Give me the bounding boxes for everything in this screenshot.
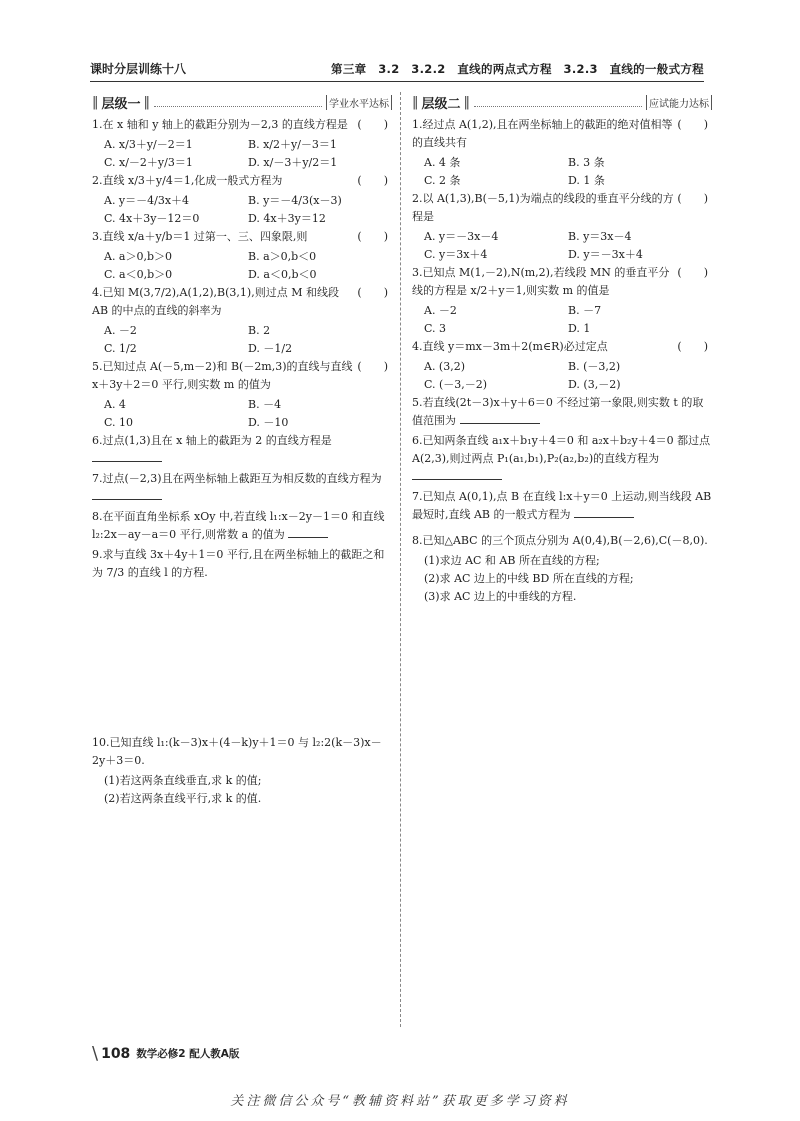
- option-C[interactable]: C. a＜0,b＞0: [104, 268, 173, 281]
- bar-left-icon: ‖: [412, 94, 419, 110]
- question-stem: 6.过点(1,3)且在 x 轴上的截距为 2 的直线方程是: [92, 434, 332, 447]
- option-B[interactable]: B. (－3,2): [568, 360, 621, 373]
- question-stem: 2.以 A(1,3),B(－5,1)为端点的线段的垂直平分线的方程是: [412, 192, 674, 223]
- answer-paren[interactable]: ( ): [357, 118, 388, 131]
- question-10: [92, 734, 392, 770]
- option-B[interactable]: B. －4: [248, 398, 282, 411]
- mc-question-2: [412, 190, 712, 226]
- option-D[interactable]: D. －1/2: [248, 342, 293, 355]
- option-B[interactable]: B. a＞0,b＜0: [248, 250, 317, 263]
- answer-blank[interactable]: [92, 488, 162, 500]
- option-D[interactable]: D. 1 条: [568, 174, 605, 187]
- option-A[interactable]: A. y＝－4/3x＋4: [104, 194, 190, 207]
- answer-paren[interactable]: ( ): [357, 286, 388, 299]
- level1-header: [92, 92, 392, 112]
- level1-tag: 学业水平达标: [326, 95, 392, 110]
- question-stem: 9.求与直线 3x＋4y＋1＝0 平行,且在两坐标轴上的截距之和为 7/3 的直线 l 的方程.: [92, 548, 385, 579]
- answer-paren[interactable]: ( ): [677, 192, 708, 205]
- option-C[interactable]: C. 1/2: [104, 342, 137, 355]
- watermark-text: 关注微信公众号“教辅资料站”获取更多学习资料: [230, 1094, 570, 1109]
- answer-blank[interactable]: [92, 450, 162, 462]
- option-A[interactable]: A. y＝－3x－4: [424, 230, 499, 243]
- question-stem: 8.已知△ABC 的三个顶点分别为 A(0,4),B(－2,6),C(－8,0).: [412, 534, 708, 547]
- answer-blank[interactable]: [574, 506, 634, 518]
- question-stem: 5.若直线(2t－3)x＋y＋6＝0 不经过第一象限,则实数 t 的取值范围为: [412, 396, 704, 427]
- level2-mc-list: [412, 116, 712, 394]
- mc-question-5: [92, 358, 392, 394]
- option-C[interactable]: C. y＝3x＋4: [424, 248, 488, 261]
- answer-paren[interactable]: ( ): [357, 360, 388, 373]
- question-6: [92, 432, 392, 468]
- option-A[interactable]: A. 4 条: [424, 156, 461, 169]
- question-stem: 8.在平面直角坐标系 xOy 中,若直线 l₁:x－2y－1＝0 和直线 l₂:2x－ay－a＝0 平行,则常数 a 的值为: [92, 510, 385, 541]
- question-8: [92, 508, 392, 544]
- option-A[interactable]: A. x/3＋y/－2＝1: [104, 138, 193, 151]
- option-grid: [412, 228, 712, 264]
- book-title: 数学必修2 配人教A版: [136, 1048, 240, 1060]
- option-A[interactable]: A. －2: [104, 324, 137, 337]
- q8-sub-2: (2)求 AC 边上的中线 BD 所在直线的方程;: [424, 572, 634, 585]
- question-9: [92, 546, 392, 582]
- question-stem: 7.已知点 A(0,1),点 B 在直线 l:x＋y＝0 上运动,则当线段 AB 最短时,直线 AB 的一般式方程为: [412, 490, 712, 521]
- q8-sub-3: (3)求 AC 边上的中垂线的方程.: [424, 590, 577, 603]
- option-C[interactable]: C. 4x＋3y－12＝0: [104, 212, 200, 225]
- question-stem: 5.已知过点 A(－5,m－2)和 B(－2m,3)的直线与直线 x＋3y＋2＝0 平行,则实数 m 的值为: [92, 360, 353, 391]
- level1-title: 层级一: [101, 96, 141, 112]
- option-D[interactable]: D. 4x＋3y＝12: [248, 212, 326, 225]
- level2-tag: 应试能力达标: [646, 95, 712, 110]
- option-B[interactable]: B. 2: [248, 324, 271, 337]
- question-stem: 3.已知点 M(1,－2),N(m,2),若线段 MN 的垂直平分线的方程是 x/2＋y＝1,则实数 m 的值是: [412, 266, 670, 297]
- option-B[interactable]: B. 3 条: [568, 156, 605, 169]
- answer-paren[interactable]: ( ): [677, 266, 708, 279]
- option-B[interactable]: B. y＝－4/3(x－3): [248, 194, 342, 207]
- option-grid: [92, 136, 392, 172]
- answer-paren[interactable]: ( ): [357, 230, 388, 243]
- option-A[interactable]: A. 4: [104, 398, 126, 411]
- question-5: [412, 394, 712, 430]
- question-7: [412, 488, 712, 524]
- level2-title: 层级二: [421, 96, 461, 112]
- mc-question-4: [92, 284, 392, 320]
- option-grid: [412, 154, 712, 190]
- mc-question-2: [92, 172, 392, 190]
- option-grid: [92, 396, 392, 432]
- question-stem: 6.已知两条直线 a₁x＋b₁y＋4＝0 和 a₂x＋b₂y＋4＝0 都过点 A(2,3),则过两点 P₁(a₁,b₁),P₂(a₂,b₂)的直线方程为: [412, 434, 711, 465]
- question-stem: 2.直线 x/3＋y/4＝1,化成一般式方程为: [92, 174, 283, 187]
- option-grid: [92, 322, 392, 358]
- option-grid: [92, 192, 392, 228]
- option-C[interactable]: C. x/－2＋y/3＝1: [104, 156, 193, 169]
- option-A[interactable]: A. －2: [424, 304, 457, 317]
- page-number: 108: [101, 1045, 131, 1062]
- option-C[interactable]: C. 10: [104, 416, 134, 429]
- question-8: [412, 532, 712, 550]
- answer-blank[interactable]: [460, 412, 540, 424]
- option-D[interactable]: D. (3,－2): [568, 378, 621, 391]
- answer-blank[interactable]: [412, 468, 502, 480]
- answer-paren[interactable]: ( ): [677, 340, 708, 353]
- footer-slash-icon: \: [92, 1043, 99, 1064]
- lesson-title: 课时分层训练十八: [90, 62, 187, 76]
- question-stem: 7.过点(－2,3)且在两坐标轴上截距互为相反数的直线方程为: [92, 472, 382, 485]
- question-stem: 1.在 x 轴和 y 轴上的截距分别为－2,3 的直线方程是: [92, 118, 348, 131]
- mc-question-3: [92, 228, 392, 246]
- q8-sub-1: (1)求边 AC 和 AB 所在直线的方程;: [424, 554, 600, 567]
- dotted-leader: [474, 97, 642, 107]
- option-D[interactable]: D. x/－3＋y/2＝1: [248, 156, 338, 169]
- question-7: [92, 470, 392, 506]
- bar-left-icon: ‖: [92, 94, 99, 110]
- answer-paren[interactable]: ( ): [677, 118, 708, 131]
- q10-sub-1: (1)若这两条直线垂直,求 k 的值;: [104, 774, 262, 787]
- question-stem: 1.经过点 A(1,2),且在两坐标轴上的截距的绝对值相等的直线共有: [412, 118, 673, 149]
- option-B[interactable]: B. y＝3x－4: [568, 230, 632, 243]
- option-C[interactable]: C. 2 条: [424, 174, 461, 187]
- q10-sub-2: (2)若这两条直线平行,求 k 的值.: [104, 792, 262, 805]
- option-grid: [412, 302, 712, 338]
- answer-paren[interactable]: ( ): [357, 174, 388, 187]
- option-D[interactable]: D. y＝－3x＋4: [568, 248, 643, 261]
- question-stem: 4.直线 y＝mx－3m＋2(m∈R)必过定点: [412, 340, 608, 353]
- column-divider: [400, 92, 401, 1027]
- option-B[interactable]: B. x/2＋y/－3＝1: [248, 138, 337, 151]
- question-6: [412, 432, 712, 486]
- option-A[interactable]: A. (3,2): [424, 360, 466, 373]
- page-footer: [92, 1043, 239, 1064]
- option-C[interactable]: C. 3: [424, 322, 447, 335]
- dotted-leader: [154, 97, 322, 107]
- option-B[interactable]: B. －7: [568, 304, 602, 317]
- option-D[interactable]: D. －10: [248, 416, 289, 429]
- mc-question-1: [412, 116, 712, 152]
- work-space: [92, 584, 392, 734]
- option-D[interactable]: D. 1: [568, 322, 591, 335]
- page-header: [90, 62, 704, 82]
- mc-question-4: [412, 338, 712, 356]
- level1-column: [92, 92, 392, 808]
- level1-mc-list: [92, 116, 392, 432]
- level2-column: [412, 92, 712, 606]
- bar-right-icon: ‖: [463, 94, 471, 110]
- mc-question-1: [92, 116, 392, 134]
- question-stem: 3.直线 x/a＋y/b＝1 过第一、三、四象限,则: [92, 230, 308, 243]
- mc-question-3: [412, 264, 712, 300]
- chapter-title: 第三章 3.2 3.2.2 直线的两点式方程 3.2.3 直线的一般式方程: [331, 62, 704, 76]
- option-grid: [92, 248, 392, 284]
- option-C[interactable]: C. (－3,－2): [424, 378, 488, 391]
- level2-header: [412, 92, 712, 112]
- bar-right-icon: ‖: [143, 94, 151, 110]
- option-A[interactable]: A. a＞0,b＞0: [104, 250, 173, 263]
- answer-blank[interactable]: [288, 526, 328, 538]
- question-stem: 10.已知直线 l₁:(k－3)x＋(4－k)y＋1＝0 与 l₂:2(k－3)x－2y＋3＝0.: [92, 736, 382, 767]
- option-grid: [412, 358, 712, 394]
- option-D[interactable]: D. a＜0,b＜0: [248, 268, 317, 281]
- question-stem: 4.已知 M(3,7/2),A(1,2),B(3,1),则过点 M 和线段 AB 的中点的直线的斜率为: [92, 286, 339, 317]
